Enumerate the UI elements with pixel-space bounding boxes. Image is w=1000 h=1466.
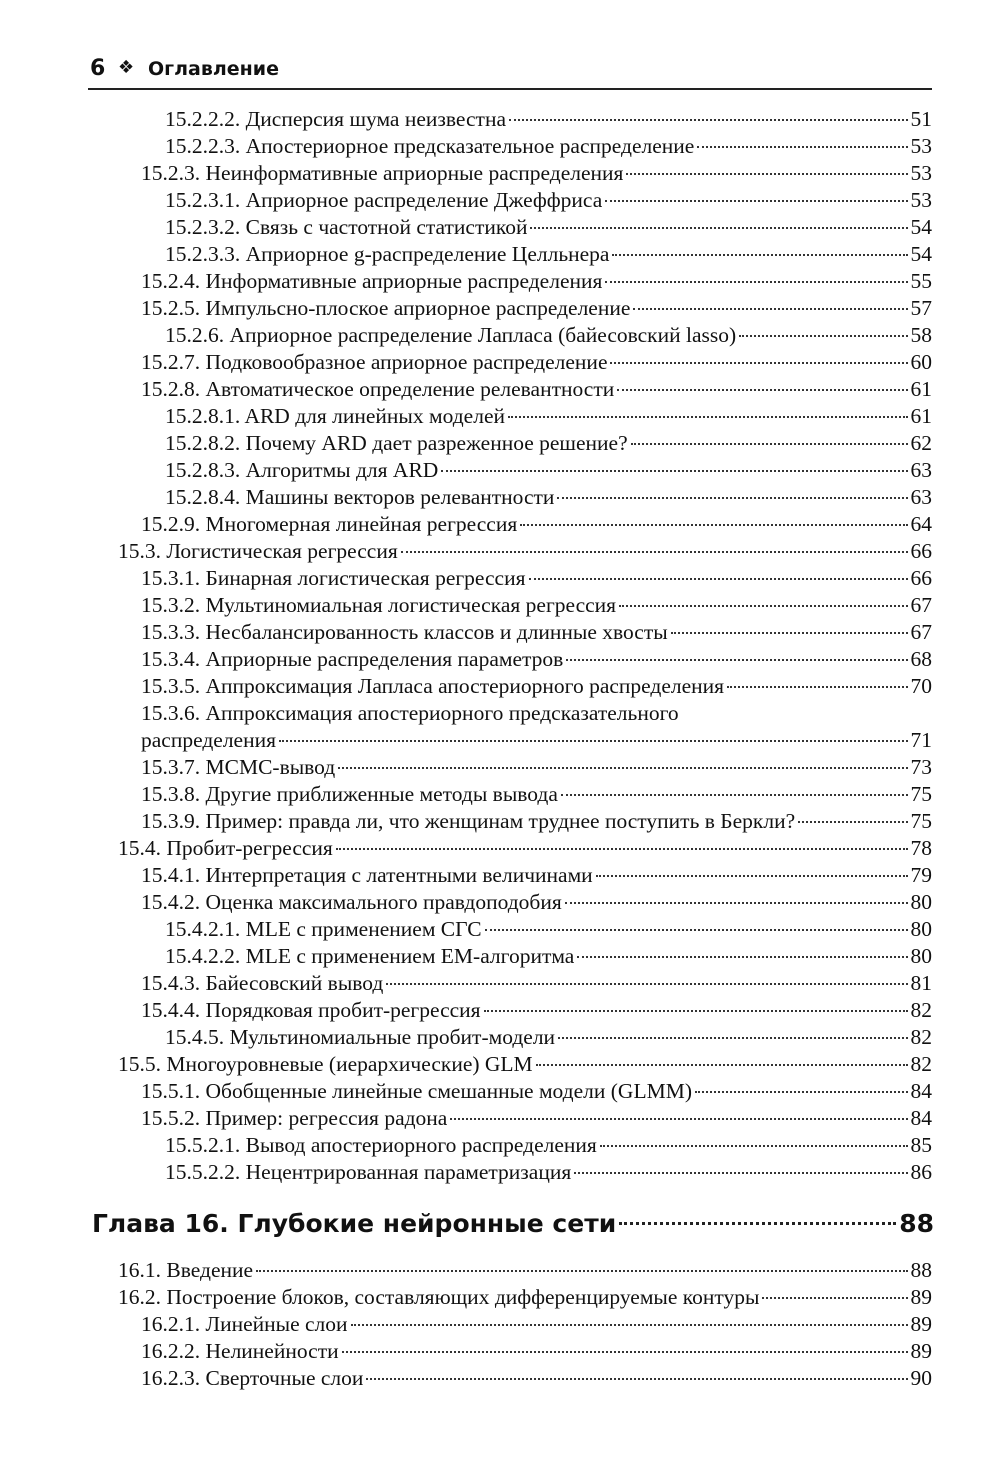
toc-entry-15-5-1 <box>141 1078 932 1105</box>
toc-entry-page: 70 <box>910 674 932 698</box>
toc-entry-page: 82 <box>910 1052 932 1076</box>
toc-entry-15-4-4 <box>141 997 932 1024</box>
toc-entry-title: 15.2.8.3. Алгоритмы для ARD <box>165 458 439 482</box>
toc-entry-page: 82 <box>910 998 932 1022</box>
toc-entry-15-5-2 <box>141 1105 932 1132</box>
dot-leader <box>762 1297 907 1299</box>
toc-entry-title: 15.3.4. Априорные распределения параметров <box>141 647 564 671</box>
toc-entry-page: 53 <box>910 134 932 158</box>
toc-entry-title: 15.4.2.1. MLE с применением СГС <box>165 917 482 941</box>
toc-entry-title: 15.2.3.3. Априорное g-распределение Целльнера <box>165 242 610 266</box>
dot-leader <box>484 1010 908 1012</box>
toc-entry-page: 66 <box>910 539 932 563</box>
toc-entry-15-4 <box>118 835 932 862</box>
toc-entry-title: 15.3.8. Другие приближенные методы вывода <box>141 782 558 806</box>
dot-leader <box>596 875 908 877</box>
toc-entry-15-2-2-2 <box>165 106 932 133</box>
toc-entry-title: 15.2.2.2. Дисперсия шума неизвестна <box>165 107 506 131</box>
dot-leader <box>695 1091 908 1093</box>
dot-leader <box>619 1222 896 1225</box>
dot-leader <box>600 1145 908 1147</box>
dot-leader <box>485 929 908 931</box>
toc-entry-15-3-4 <box>141 646 932 673</box>
toc-entry-title: 15.4.1. Интерпретация с латентными величинами <box>141 863 593 887</box>
dot-leader <box>338 767 907 769</box>
dot-leader <box>619 605 907 607</box>
toc-entry-15-2-8 <box>141 376 932 403</box>
toc-entry-page: 63 <box>910 485 932 509</box>
toc-entry-page: 61 <box>910 377 932 401</box>
dot-leader <box>633 308 907 310</box>
toc-entry-title: 15.2.6. Априорное распределение Лапласа (байесовский lasso) <box>165 323 737 347</box>
toc-entry-title: 15.5.1. Обобщенные линейные смешанные модели (GLMM) <box>141 1079 692 1103</box>
toc-entry-page: 80 <box>910 890 932 914</box>
dot-leader <box>617 389 907 391</box>
toc-entry-15-2-8-1 <box>165 403 932 430</box>
toc-entry-page: 62 <box>910 431 932 455</box>
toc-entry-title: 15.4.3. Байесовский вывод <box>141 971 384 995</box>
toc-entry-title: 15.3.3. Несбалансированность классов и длинные хвосты <box>141 620 668 644</box>
dot-leader <box>574 1172 907 1174</box>
toc-entry-15-3-1 <box>141 565 932 592</box>
toc-entry-15-4-1 <box>141 862 932 889</box>
toc-entry-page: 80 <box>910 944 932 968</box>
toc-entry-title: 15.3.6. Аппроксимация апостериорного предсказательного <box>141 701 679 725</box>
toc-entry-page: 54 <box>910 215 932 239</box>
dot-leader <box>336 848 908 850</box>
dot-leader <box>612 254 907 256</box>
toc-entry-page: 66 <box>910 566 932 590</box>
toc-entry-page: 80 <box>910 917 932 941</box>
toc-entry-page: 88 <box>910 1258 932 1282</box>
dot-leader <box>342 1351 908 1353</box>
toc-entry-title: 15.3.9. Пример: правда ли, что женщинам труднее поступить в Беркли? <box>141 809 796 833</box>
toc-entry-title: 15.3.5. Аппроксимация Лапласа апостериорного распределения <box>141 674 725 698</box>
dot-leader <box>631 443 908 445</box>
toc-entry-15-4-2-2 <box>165 943 932 970</box>
toc-entry-15-3-5 <box>141 673 932 700</box>
toc-entry-title: 15.4.2. Оценка максимального правдоподобия <box>141 890 562 914</box>
toc-entry-page: 75 <box>910 782 932 806</box>
toc-entry-15-2-7 <box>141 349 932 376</box>
toc-entry-16-2 <box>118 1284 932 1311</box>
toc-entry-15-3-2 <box>141 592 932 619</box>
dot-leader <box>256 1270 907 1272</box>
dot-leader <box>626 173 907 175</box>
dot-leader <box>401 551 908 553</box>
dot-leader <box>605 281 907 283</box>
toc-entry-page: 53 <box>910 188 932 212</box>
toc-entry-title: 15.2.8.1. ARD для линейных моделей <box>165 404 506 428</box>
diamond-ornament-icon: ❖ <box>118 57 135 78</box>
dot-leader <box>386 983 907 985</box>
toc-entry-15-2-5 <box>141 295 932 322</box>
toc-entry-title: 16.1. Введение <box>118 1258 254 1282</box>
toc-entry-title: 16.2.2. Нелинейности <box>141 1339 339 1363</box>
toc-entry-15-3-8 <box>141 781 932 808</box>
toc-entry-15-2-9 <box>141 511 932 538</box>
dot-leader <box>566 659 907 661</box>
toc-entry-title: 15.2.2.3. Апостериорное предсказательное распределение <box>165 134 695 158</box>
dot-leader <box>351 1324 908 1326</box>
toc-entry-page: 71 <box>910 728 932 752</box>
dot-leader <box>605 200 907 202</box>
toc-entry-15-2-4 <box>141 268 932 295</box>
toc-entry-page: 67 <box>910 593 932 617</box>
toc-entry-page: 68 <box>910 647 932 671</box>
toc-entry-page: 51 <box>910 107 932 131</box>
toc-entry-title: 15.2.4. Информативные априорные распределения <box>141 269 603 293</box>
toc-entry-title: 15.2.8.4. Машины векторов релевантности <box>165 485 555 509</box>
dot-leader <box>727 686 907 688</box>
toc-entry-title: 15.2.3.2. Связь с частотной статистикой <box>165 215 528 239</box>
dot-leader <box>279 740 907 742</box>
toc-entry-title: 15.2.9. Многомерная линейная регрессия <box>141 512 518 536</box>
toc-entry-page: 89 <box>910 1339 932 1363</box>
toc-entry-15-2-3-1 <box>165 187 932 214</box>
toc-entry-15-2-8-2 <box>165 430 932 457</box>
toc-entry-page: 89 <box>910 1285 932 1309</box>
toc-entry-15-4-3 <box>141 970 932 997</box>
toc-entry-page: 90 <box>910 1366 932 1390</box>
dot-leader <box>509 119 908 121</box>
toc-entry-title: 15.4.2.2. MLE с применением EM-алгоритма <box>165 944 575 968</box>
toc-entry-16-2-2 <box>141 1338 932 1365</box>
toc-entry-page: 57 <box>910 296 932 320</box>
toc-entry-15-2-3-2 <box>165 214 932 241</box>
toc-entry-title: 16.2.1. Линейные слои <box>141 1312 348 1336</box>
dot-leader <box>508 416 907 418</box>
toc-entry-15-2-8-3 <box>165 457 932 484</box>
toc-entry-16-1 <box>118 1257 932 1284</box>
toc-entry-title: 15.2.8. Автоматическое определение релевантности <box>141 377 615 401</box>
dot-leader <box>441 470 907 472</box>
toc-entry-title: 15.5.2. Пример: регрессия радона <box>141 1106 448 1130</box>
toc-entry-title: 16.2. Построение блоков, составляющих дифференцируемые контуры <box>118 1285 760 1309</box>
toc-entry-15-3-9 <box>141 808 932 835</box>
running-title: Оглавление <box>148 58 279 80</box>
dot-leader <box>557 497 907 499</box>
toc-entry-title: 15.3. Логистическая регрессия <box>118 539 398 563</box>
toc-entry-title: 15.4.4. Порядковая пробит-регрессия <box>141 998 481 1022</box>
toc-entry-page: 84 <box>910 1079 932 1103</box>
dot-leader <box>366 1378 907 1380</box>
toc-entry-15-4-2 <box>141 889 932 916</box>
toc-entry-page: 84 <box>910 1106 932 1130</box>
toc-entry-title: 16.2.3. Сверточные слои <box>141 1366 364 1390</box>
chapter-page: 88 <box>899 1209 934 1238</box>
dot-leader <box>610 362 907 364</box>
toc-entry-page: 67 <box>910 620 932 644</box>
toc-entry-page: 85 <box>910 1133 932 1157</box>
chapter-title: Глава 16. Глубокие нейронные сети <box>92 1209 617 1238</box>
toc-entry-15-3 <box>118 538 932 565</box>
toc-entry-15-2-3 <box>141 160 932 187</box>
dot-leader <box>536 1064 908 1066</box>
toc-entry-page: 55 <box>910 269 932 293</box>
dot-leader <box>798 821 907 823</box>
toc-entry-title: 15.3.1. Бинарная логистическая регрессия <box>141 566 526 590</box>
toc-entry-title: 15.3.7. МСМС-вывод <box>141 755 336 779</box>
toc-entry-15-2-8-4 <box>165 484 932 511</box>
toc-entry-title: 15.5.2.1. Вывод апостериорного распределения <box>165 1133 597 1157</box>
toc-entry-page: 82 <box>910 1025 932 1049</box>
toc-entry-title: 15.3.2. Мультиномиальная логистическая регрессия <box>141 593 617 617</box>
toc-entry-15-4-5 <box>165 1024 932 1051</box>
toc-entry-15-3-6-line2 <box>141 727 932 754</box>
toc-entry-page: 58 <box>910 323 932 347</box>
dot-leader <box>520 524 907 526</box>
toc-entry-page: 53 <box>910 161 932 185</box>
dot-leader <box>530 227 907 229</box>
dot-leader <box>529 578 908 580</box>
dot-leader <box>739 335 907 337</box>
toc-entry-title: 15.5. Многоуровневые (иерархические) GLM <box>118 1052 533 1076</box>
toc-entry-page: 54 <box>910 242 932 266</box>
toc-entry-page: 61 <box>910 404 932 428</box>
dot-leader <box>577 956 907 958</box>
toc-entry-title: 15.4. Пробит-регрессия <box>118 836 333 860</box>
toc-entry-title: распределения <box>141 728 277 752</box>
toc-entry-page: 86 <box>910 1160 932 1184</box>
toc-entry-15-2-3-3 <box>165 241 932 268</box>
toc-entry-page: 63 <box>910 458 932 482</box>
toc-entry-15-2-2-3 <box>165 133 932 160</box>
toc-entry-15-5-2-2 <box>165 1159 932 1186</box>
toc-entry-page: 75 <box>910 809 932 833</box>
toc-entry-15-2-6 <box>165 322 932 349</box>
toc-entry-title: 15.2.7. Подковообразное априорное распределение <box>141 350 608 374</box>
toc-entry-title: 15.4.5. Мультиномиальные пробит-модели <box>165 1025 556 1049</box>
toc-entry-15-3-6-line1 <box>141 700 932 727</box>
dot-leader <box>450 1118 907 1120</box>
toc-chapter-16 <box>92 1207 934 1241</box>
toc-entry-16-2-1 <box>141 1311 932 1338</box>
toc-entry-15-3-3 <box>141 619 932 646</box>
toc-entry-15-5-2-1 <box>165 1132 932 1159</box>
dot-leader <box>697 146 907 148</box>
toc-entry-page: 89 <box>910 1312 932 1336</box>
toc-entry-15-5 <box>118 1051 932 1078</box>
toc-entry-title: 15.2.3. Неинформативные априорные распределения <box>141 161 624 185</box>
toc-entry-15-3-7 <box>141 754 932 781</box>
toc-entry-16-2-3 <box>141 1365 932 1392</box>
dot-leader <box>558 1037 907 1039</box>
toc-entry-page: 60 <box>910 350 932 374</box>
toc-entry-title: 15.2.8.2. Почему ARD дает разреженное решение? <box>165 431 628 455</box>
toc-entry-title: 15.2.5. Импульсно-плоское априорное распределение <box>141 296 631 320</box>
page-number: 6 <box>90 56 106 81</box>
dot-leader <box>565 902 908 904</box>
toc-entry-title: 15.2.3.1. Априорное распределение Джеффриса <box>165 188 603 212</box>
dot-leader <box>671 632 908 634</box>
dot-leader <box>561 794 908 796</box>
toc-entry-title: 15.5.2.2. Нецентрированная параметризация <box>165 1160 572 1184</box>
toc-entry-15-4-2-1 <box>165 916 932 943</box>
toc-entry-page: 81 <box>910 971 932 995</box>
toc-entry-page: 73 <box>910 755 932 779</box>
toc-entry-page: 79 <box>910 863 932 887</box>
toc-entry-page: 78 <box>910 836 932 860</box>
toc-entry-page: 64 <box>910 512 932 536</box>
